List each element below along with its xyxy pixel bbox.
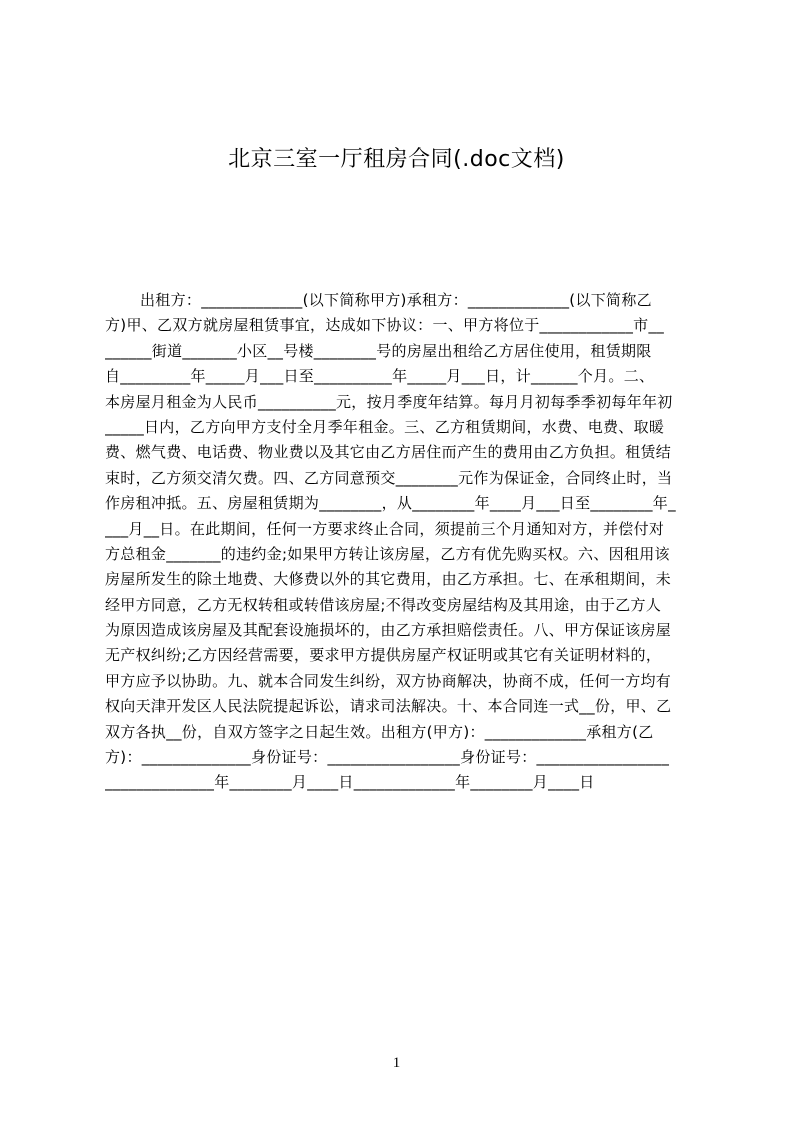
- body-line: 自_________年_____月___日至__________年_____月___日，计______个月。二、: [105, 367, 655, 386]
- body-line: 费、燃气费、电话费、物业费以及其它由乙方居住而产生的费用由乙方负担。租赁结: [105, 443, 672, 462]
- document-title: 北京三室一厅租房合同(.doc文档): [228, 147, 565, 172]
- body-line: 权向天津开发区人民法院提起诉讼，请求司法解决。十、本合同连一式__份，甲、乙: [105, 697, 672, 716]
- body-line: 束时，乙方须交清欠费。四、乙方同意预交________元作为保证金，合同终止时，当: [105, 468, 673, 487]
- body-line: 本房屋月租金为人民币__________元，按月季度年结算。每月月初每季季初每年年初: [105, 392, 673, 411]
- body-line: 方)：______________身份证号：_________________身份证号：_________________: [105, 748, 670, 767]
- body-line: 方)甲、乙双方就房屋租赁事宜，达成如下协议：一、甲方将位于____________市__: [105, 316, 665, 335]
- body-line: ______街道_______小区__号楼________号的房屋出租给乙方居住使用，租赁期限: [105, 341, 652, 360]
- body-line: 方总租金_______的违约金;如果甲方转让该房屋，乙方有优先购买权。六、因租用该: [105, 544, 670, 563]
- contract-body: [105, 288, 698, 796]
- page-number: 1: [392, 1055, 401, 1071]
- body-line: _____日内，乙方向甲方支付全月季年租金。三、乙方租赁期间，水费、电费、取暖: [105, 417, 665, 436]
- body-line: 作房租冲抵。五、房屋租赁期为________，从________年____月___日至________年_: [105, 494, 676, 513]
- body-line: 房屋所发生的除土地费、大修费以外的其它费用，由乙方承担。七、在承租期间，未: [105, 570, 672, 589]
- body-line: ___月__日。在此期间，任何一方要求终止合同，须提前三个月通知对方，并偿付对: [105, 519, 665, 538]
- body-line: 出租方：_____________(以下简称甲方)承租方：_____________(以下简称乙: [140, 291, 652, 309]
- body-line: 无产权纠纷;乙方因经营需要，要求甲方提供房屋产权证明或其它有关证明材料的，: [105, 646, 662, 665]
- body-line: 为原因造成该房屋及其配套设施损坏的，由乙方承担赔偿责任。八、甲方保证该房屋: [105, 621, 672, 640]
- body-line: 双方各执__份，自双方签字之日起生效。出租方(甲方)：_____________承租方(乙: [105, 722, 654, 741]
- body-line: 甲方应予以协助。九、就本合同发生纠纷，双方协商解决，协商不成，任何一方均有: [105, 671, 672, 690]
- body-line: ______________年________月____日_____________年________月____日: [105, 773, 595, 792]
- body-line: 经甲方同意，乙方无权转租或转借该房屋;不得改变房屋结构及其用途，由于乙方人: [105, 595, 662, 614]
